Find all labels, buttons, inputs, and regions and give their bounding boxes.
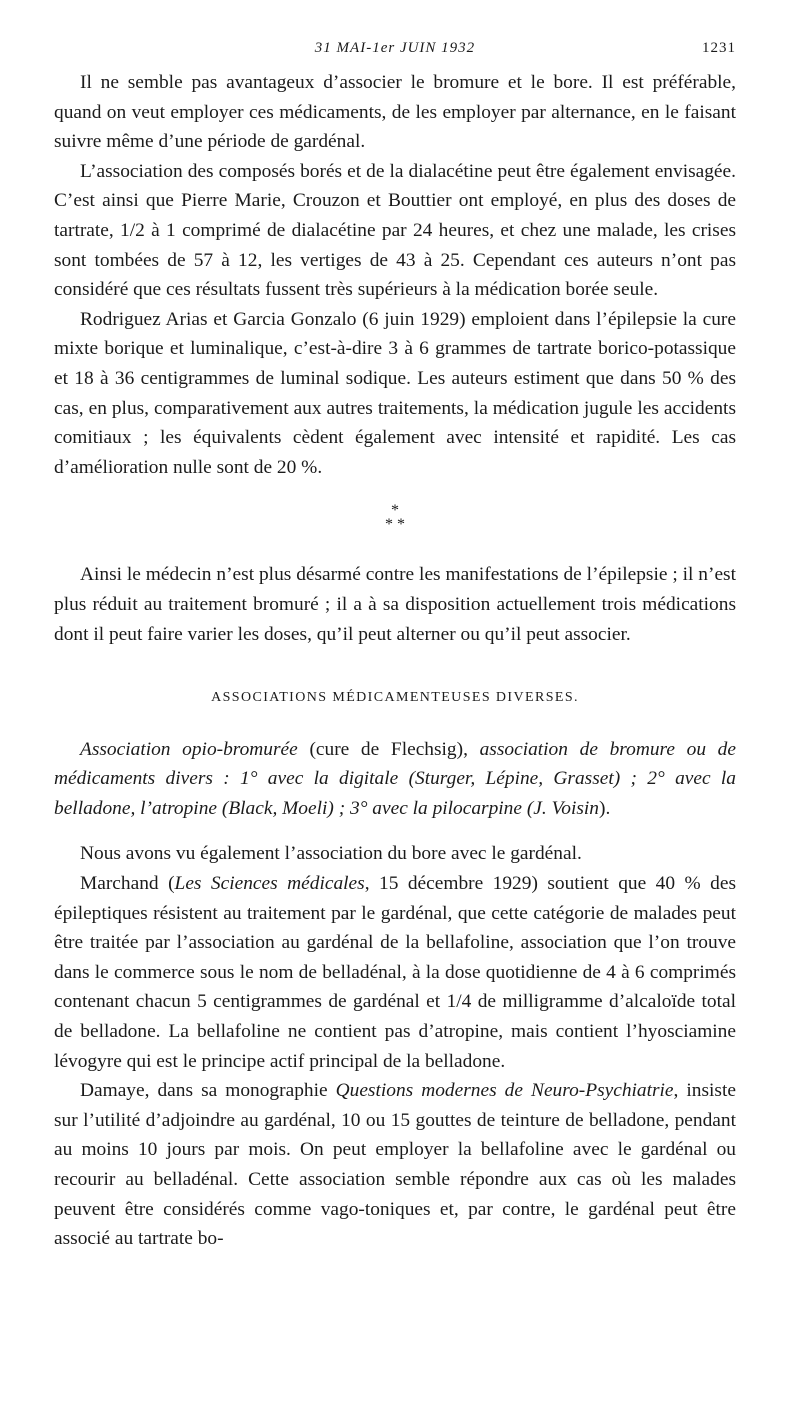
associations-text-5: ) ; 3° avec la pilocarpine ( bbox=[327, 797, 534, 819]
associations-text-1: Association opio-bromurée bbox=[80, 738, 298, 760]
asterism-top: * bbox=[391, 502, 399, 520]
spacer bbox=[54, 823, 736, 839]
damaye-monograph: Questions modernes de Neuro-Psychiatrie bbox=[335, 1080, 674, 1102]
paragraph-dialacetine: L’association des composés borés et de la dialacétine peut être également envisagée. C’est ainsi que Pierre Marie, Crouzon et Bouttier ont employé, en plus des doses de tartrate, 1/2 à 1 comprimé de dialacétine par 24 heures, et chez une malade, les crises sont tombées de 57 à 12, les vertiges de 43 à 25. Cependant ces auteurs n’ont pas considéré que ces résultats fussent très supérieurs à la médication borée seule. bbox=[54, 160, 736, 301]
damaye-text-1: Damaye, dans sa monographie bbox=[80, 1080, 336, 1102]
paragraph-marchand bbox=[54, 869, 736, 1076]
asterism-divider bbox=[54, 504, 736, 532]
associations-text-2: (cure de Flechsig), bbox=[297, 738, 480, 760]
damaye-text-2: , insiste sur l’utilité d’adjoindre au gardénal, 10 ou 15 gouttes de teinture de belladone, pendant au moins 10 jours par mois. On peut employer la bellafoline avec le gardénal ou recourir au belladénal. Cette association semble répondre aux cas où les malades peuvent être considérés comme vago-toniques et, par contre, le gardénal peut être associé au tartrate bo- bbox=[54, 1080, 736, 1250]
body-text bbox=[54, 68, 736, 1254]
asterism-bottom: * * bbox=[385, 516, 405, 534]
paragraph-damaye bbox=[54, 1076, 736, 1254]
associations-authors-2: Black, Moeli bbox=[228, 797, 328, 819]
paragraph-associations bbox=[54, 735, 736, 824]
marchand-text-1: Marchand ( bbox=[80, 873, 175, 895]
paragraph-bore-gardenal: Nous avons vu également l’association du bore avec le gardénal. bbox=[80, 843, 582, 865]
associations-authors-3: J. Voisin bbox=[533, 797, 600, 819]
page-number: 1231 bbox=[702, 40, 736, 56]
paragraph-bore-bromure: Il ne semble pas avantageux d’associer le bromure et le bore. Il est préférable, quand on veut employer ces médicaments, de les employer par alternance, en le faisant suivre même d’une période de gardénal. bbox=[54, 72, 736, 153]
associations-text-3: association de bromure ou de médicaments divers : 1° avec la digitale ( bbox=[54, 738, 736, 790]
associations-text-4: ) ; 2° avec la belladone, l’atropine ( bbox=[54, 768, 736, 819]
associations-text-6: ). bbox=[599, 797, 611, 819]
marchand-journal: Les Sciences médicales bbox=[174, 873, 365, 895]
marchand-text-2: , 15 décembre 1929) soutient que 40 % des épileptiques résistent au traitement par le gardénal, que cette catégorie de malades peut être traitée par l’association au gardénal de la bellafoline, association que l’on trouve dans le commerce sous le nom de belladénal, à la dose quotidienne de 4 à 6 comprimés contenant chacun 5 centigrammes de gardénal et 1/4 de milligramme d’alcaloïde total de belladone. La bellafoline ne contient pas d’atropine, mais contient l’hyosciamine lévogyre qui est le principe actif principal de la belladone. bbox=[54, 873, 736, 1072]
paragraph-rodriguez-arias: Rodriguez Arias et Garcia Gonzalo (6 juin 1929) emploient dans l’épilepsie la cure mixte borique et luminalique, c’est-à-dire 3 à 6 grammes de tartrate borico-potassique et 18 à 36 centigrammes de luminal sodique. Les auteurs estiment que dans 50 % des cas, en plus, comparativement aux autres traitements, la médication jugule les accidents comitiaux ; les équivalents cèdent également avec intensité et rapidité. Les cas d’amélioration nulle sont de 20 %. bbox=[54, 308, 736, 478]
associations-authors-1: Sturger, Lépine, Grasset bbox=[415, 768, 614, 790]
section-heading: ASSOCIATIONS MÉDICAMENTEUSES DIVERSES. bbox=[211, 690, 579, 706]
paragraph-conclusion: Ainsi le médecin n’est plus désarmé contre les manifestations de l’épilepsie ; il n’est plus réduit au traitement bromuré ; il a à sa disposition actuellement trois médications dont il peut faire varier les doses, qu’il peut alterner ou qu’il peut associer. bbox=[54, 564, 736, 645]
running-head-title: 31 MAI-1er JUIN 1932 bbox=[314, 40, 476, 56]
running-head bbox=[54, 36, 736, 68]
